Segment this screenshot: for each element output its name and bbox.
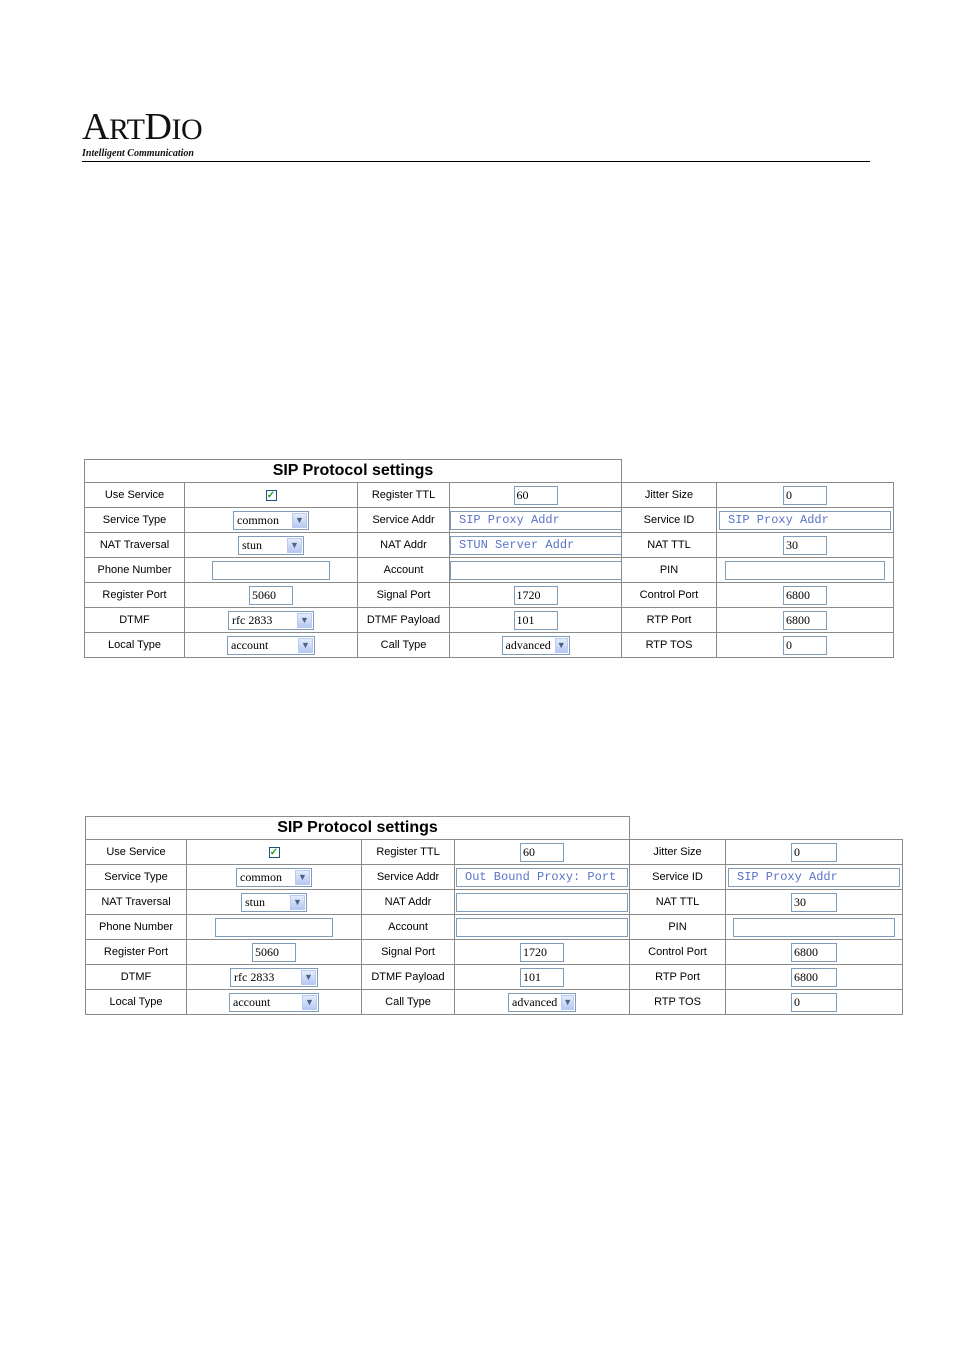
pin-label: PIN	[622, 558, 717, 583]
select-value: account	[231, 637, 269, 652]
select-value: advanced	[512, 994, 558, 1009]
service-id-input[interactable]: SIP Proxy Addr	[728, 868, 900, 887]
signal-port-cell	[450, 583, 622, 608]
settings-row	[86, 915, 903, 940]
select-value: rfc 2833	[232, 612, 273, 627]
nat-addr-cell	[450, 533, 622, 558]
local-type-label: Local Type	[86, 990, 187, 1015]
service-id-cell	[726, 865, 903, 890]
signal-port-input[interactable]: 1720	[514, 586, 558, 605]
register-port-cell	[187, 940, 362, 965]
jitter-size-input[interactable]: 0	[791, 843, 837, 862]
dtmf-cell	[185, 608, 358, 633]
account-cell	[455, 915, 630, 940]
register-ttl-label: Register TTL	[358, 483, 450, 508]
service-addr-label: Service Addr	[358, 508, 450, 533]
use-service-label: Use Service	[85, 483, 185, 508]
register-ttl-cell	[450, 483, 622, 508]
dtmf-payload-label: DTMF Payload	[362, 965, 455, 990]
nat-traversal-cell	[185, 533, 358, 558]
select-value: rfc 2833	[234, 969, 275, 984]
settings-row	[85, 483, 894, 508]
signal-port-input[interactable]: 1720	[520, 943, 564, 962]
local-type-cell	[187, 990, 362, 1015]
logo-tagline: Intelligent Communication	[82, 148, 194, 159]
register-port-input[interactable]: 5060	[252, 943, 296, 962]
control-port-label: Control Port	[630, 940, 726, 965]
pin-cell	[717, 558, 894, 583]
dtmf-cell	[187, 965, 362, 990]
select-value: stun	[245, 894, 266, 909]
register-port-label: Register Port	[86, 940, 187, 965]
nat-traversal-select[interactable]	[241, 893, 307, 912]
chevron-down-icon[interactable]: ▼	[302, 995, 317, 1010]
register-ttl-label: Register TTL	[362, 840, 455, 865]
dtmf-payload-cell	[450, 608, 622, 633]
nat-ttl-input[interactable]: 30	[791, 893, 837, 912]
phone-number-cell	[185, 558, 358, 583]
settings-row	[85, 508, 894, 533]
register-port-input[interactable]: 5060	[249, 586, 293, 605]
settings-row	[85, 533, 894, 558]
dtmf-select[interactable]	[230, 968, 318, 987]
use-service-cell	[185, 483, 358, 508]
rtp-tos-cell	[726, 990, 903, 1015]
control-port-cell	[726, 940, 903, 965]
logo-wordmark: ARTDIO	[82, 106, 203, 148]
signal-port-label: Signal Port	[358, 583, 450, 608]
settings-row	[85, 583, 894, 608]
settings-row	[86, 865, 903, 890]
rtp-port-input[interactable]: 6800	[783, 611, 827, 630]
call-type-cell	[455, 990, 630, 1015]
table-title: SIP Protocol settings	[86, 817, 630, 840]
register-ttl-input[interactable]: 60	[520, 843, 564, 862]
call-type-select[interactable]	[508, 993, 576, 1012]
chevron-down-icon[interactable]: ▼	[297, 613, 312, 628]
phone-number-label: Phone Number	[85, 558, 185, 583]
register-port-label: Register Port	[85, 583, 185, 608]
account-cell	[450, 558, 622, 583]
jitter-size-input[interactable]: 0	[783, 486, 827, 505]
chevron-down-icon[interactable]: ▼	[301, 970, 316, 985]
use-service-checkbox[interactable]: ✓	[266, 489, 276, 501]
dtmf-select[interactable]	[228, 611, 314, 630]
chevron-down-icon[interactable]: ▼	[298, 638, 313, 653]
rtp-port-cell	[726, 965, 903, 990]
jitter-size-label: Jitter Size	[622, 483, 717, 508]
pin-input[interactable]	[725, 561, 885, 580]
rtp-tos-input[interactable]: 0	[791, 993, 837, 1012]
phone-number-label: Phone Number	[86, 915, 187, 940]
nat-ttl-input[interactable]: 30	[783, 536, 827, 555]
rtp-tos-input[interactable]: 0	[783, 636, 827, 655]
nat-addr-input[interactable]: STUN Server Addr	[450, 536, 622, 555]
header-divider	[82, 161, 870, 162]
select-value: account	[233, 994, 271, 1009]
settings-row	[86, 990, 903, 1015]
nat-addr-label: NAT Addr	[358, 533, 450, 558]
nat-traversal-label: NAT Traversal	[86, 890, 187, 915]
select-value: common	[237, 512, 279, 527]
rtp-port-label: RTP Port	[630, 965, 726, 990]
use-service-cell	[187, 840, 362, 865]
use-service-label: Use Service	[86, 840, 187, 865]
control-port-label: Control Port	[622, 583, 717, 608]
phone-number-input[interactable]	[212, 561, 330, 580]
account-input[interactable]	[456, 918, 628, 937]
jitter-size-cell	[726, 840, 903, 865]
chevron-down-icon[interactable]: ▼	[561, 995, 574, 1010]
pin-label: PIN	[630, 915, 726, 940]
chevron-down-icon[interactable]: ▼	[555, 638, 568, 653]
service-type-cell	[185, 508, 358, 533]
control-port-input[interactable]: 6800	[783, 586, 827, 605]
local-type-select[interactable]	[229, 993, 319, 1012]
service-id-input[interactable]: SIP Proxy Addr	[719, 511, 891, 530]
use-service-checkbox[interactable]: ✓	[269, 846, 279, 858]
service-id-cell	[717, 508, 894, 533]
dtmf-label: DTMF	[85, 608, 185, 633]
service-type-cell	[187, 865, 362, 890]
rtp-port-cell	[717, 608, 894, 633]
register-port-cell	[185, 583, 358, 608]
dtmf-label: DTMF	[86, 965, 187, 990]
pin-cell	[726, 915, 903, 940]
service-addr-input[interactable]: Out Bound Proxy: Port	[456, 868, 628, 887]
settings-row	[86, 940, 903, 965]
chevron-down-icon[interactable]: ▼	[287, 538, 302, 553]
artdio-logo	[82, 108, 202, 159]
settings-row	[86, 890, 903, 915]
nat-ttl-cell	[717, 533, 894, 558]
chevron-down-icon[interactable]: ▼	[292, 513, 307, 528]
service-type-label: Service Type	[86, 865, 187, 890]
rtp-tos-cell	[717, 633, 894, 658]
call-type-cell	[450, 633, 622, 658]
rtp-port-input[interactable]: 6800	[791, 968, 837, 987]
nat-traversal-label: NAT Traversal	[85, 533, 185, 558]
jitter-size-cell	[717, 483, 894, 508]
nat-addr-label: NAT Addr	[362, 890, 455, 915]
service-type-select[interactable]	[236, 868, 312, 887]
phone-number-cell	[187, 915, 362, 940]
settings-row	[85, 608, 894, 633]
register-ttl-input[interactable]: 60	[514, 486, 558, 505]
account-label: Account	[362, 915, 455, 940]
account-label: Account	[358, 558, 450, 583]
register-ttl-cell	[455, 840, 630, 865]
service-addr-input[interactable]: SIP Proxy Addr	[450, 511, 622, 530]
rtp-port-label: RTP Port	[622, 608, 717, 633]
nat-traversal-cell	[187, 890, 362, 915]
sip-settings-table-2	[85, 816, 903, 1015]
jitter-size-label: Jitter Size	[630, 840, 726, 865]
settings-row	[86, 965, 903, 990]
nat-ttl-cell	[726, 890, 903, 915]
service-type-label: Service Type	[85, 508, 185, 533]
nat-traversal-select[interactable]	[238, 536, 304, 555]
service-type-select[interactable]	[233, 511, 309, 530]
service-addr-cell	[455, 865, 630, 890]
rtp-tos-label: RTP TOS	[622, 633, 717, 658]
control-port-input[interactable]: 6800	[791, 943, 837, 962]
service-id-label: Service ID	[622, 508, 717, 533]
account-input[interactable]	[450, 561, 622, 580]
table-title: SIP Protocol settings	[85, 460, 622, 483]
dtmf-payload-cell	[455, 965, 630, 990]
call-type-select[interactable]	[502, 636, 570, 655]
call-type-label: Call Type	[358, 633, 450, 658]
signal-port-label: Signal Port	[362, 940, 455, 965]
signal-port-cell	[455, 940, 630, 965]
service-id-label: Service ID	[630, 865, 726, 890]
control-port-cell	[717, 583, 894, 608]
dtmf-payload-input[interactable]: 101	[520, 968, 564, 987]
call-type-label: Call Type	[362, 990, 455, 1015]
local-type-cell	[185, 633, 358, 658]
phone-number-input[interactable]	[215, 918, 333, 937]
select-value: stun	[242, 537, 263, 552]
sip-settings-table-1	[84, 459, 894, 658]
chevron-down-icon[interactable]: ▼	[295, 870, 310, 885]
nat-ttl-label: NAT TTL	[630, 890, 726, 915]
dtmf-payload-input[interactable]: 101	[514, 611, 558, 630]
chevron-down-icon[interactable]: ▼	[290, 895, 305, 910]
service-addr-cell	[450, 508, 622, 533]
settings-row	[85, 633, 894, 658]
pin-input[interactable]	[733, 918, 895, 937]
local-type-select[interactable]	[227, 636, 315, 655]
settings-row	[85, 558, 894, 583]
nat-ttl-label: NAT TTL	[622, 533, 717, 558]
settings-row	[86, 840, 903, 865]
dtmf-payload-label: DTMF Payload	[358, 608, 450, 633]
rtp-tos-label: RTP TOS	[630, 990, 726, 1015]
nat-addr-input[interactable]	[456, 893, 628, 912]
select-value: advanced	[505, 637, 551, 652]
select-value: common	[240, 869, 282, 884]
service-addr-label: Service Addr	[362, 865, 455, 890]
nat-addr-cell	[455, 890, 630, 915]
local-type-label: Local Type	[85, 633, 185, 658]
